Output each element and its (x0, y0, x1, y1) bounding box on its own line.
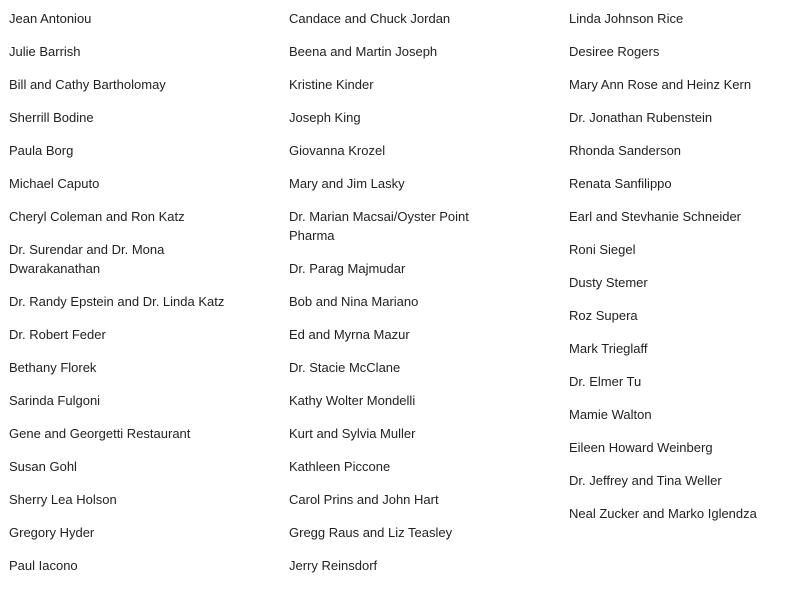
list-item: Sherrill Bodine (9, 110, 94, 125)
list-item: Kathy Wolter Mondelli (289, 393, 416, 408)
list-item: Cheryl Coleman and Ron Katz (9, 209, 185, 224)
list-item: Ed and Myrna Mazur (289, 327, 410, 342)
list-item: Renata Sanfilippo (569, 176, 672, 191)
list-item: Bill and Cathy Bartholomay (9, 77, 166, 92)
list-item: Roz Supera (569, 308, 638, 323)
list-item: Dr. Elmer Tu (569, 374, 642, 389)
list-item: Linda Johnson Rice (569, 11, 684, 26)
list-item: Dr. Marian Macsai/Oyster Point Pharma (289, 209, 469, 243)
list-item: Dr. Jeffrey and Tina Weller (569, 473, 722, 488)
list-item: Gene and Georgetti Restaurant (9, 426, 191, 441)
list-item: Roni Siegel (569, 242, 636, 257)
list-item: Gregory Hyder (9, 525, 95, 540)
list-item: Neal Zucker and Marko Iglendza (569, 506, 757, 521)
list-item: Dr. Surendar and Dr. Mona Dwarakanathan (9, 242, 165, 276)
list-item: Dr. Robert Feder (9, 327, 106, 342)
list-item: Eileen Howard Weinberg (569, 440, 713, 455)
name-column-2 (289, 9, 554, 589)
list-item: Gregg Raus and Liz Teasley (289, 525, 453, 540)
list-item: Rhonda Sanderson (569, 143, 682, 158)
list-item: Earl and Stevhanie Schneider (569, 209, 742, 224)
list-item: Dr. Parag Majmudar (289, 261, 406, 276)
list-item: Sarinda Fulgoni (9, 393, 101, 408)
list-item: Sherry Lea Holson (9, 492, 117, 507)
list-item: Desiree Rogers (569, 44, 660, 59)
list-item: Mamie Walton (569, 407, 652, 422)
name-column-3 (569, 9, 791, 537)
list-item: Julie Barrish (9, 44, 81, 59)
list-item: Kurt and Sylvia Muller (289, 426, 416, 441)
list-item: Candace and Chuck Jordan (289, 11, 451, 26)
list-item: Kathleen Piccone (289, 459, 391, 474)
list-item: Susan Gohl (9, 459, 77, 474)
list-item: Mark Trieglaff (569, 341, 648, 356)
list-item: Beena and Martin Joseph (289, 44, 438, 59)
list-item: Carol Prins and John Hart (289, 492, 439, 507)
list-item: Joseph King (289, 110, 361, 125)
list-item: Mary and Jim Lasky (289, 176, 405, 191)
list-item: Kristine Kinder (289, 77, 374, 92)
list-item: Jerry Reinsdorf (289, 558, 378, 573)
list-item: Giovanna Krozel (289, 143, 386, 158)
list-item: Mary Ann Rose and Heinz Kern (569, 77, 752, 92)
list-item: Dr. Randy Epstein and Dr. Linda Katz (9, 294, 225, 309)
list-item: Dr. Stacie McClane (289, 360, 401, 375)
list-item: Paula Borg (9, 143, 74, 158)
name-column-1 (9, 9, 274, 589)
list-item: Jean Antoniou (9, 11, 92, 26)
list-item: Dusty Stemer (569, 275, 648, 290)
list-item: Bethany Florek (9, 360, 97, 375)
list-item: Dr. Jonathan Rubenstein (569, 110, 713, 125)
list-item: Paul Iacono (9, 558, 78, 573)
list-item: Bob and Nina Mariano (289, 294, 419, 309)
list-item: Michael Caputo (9, 176, 100, 191)
